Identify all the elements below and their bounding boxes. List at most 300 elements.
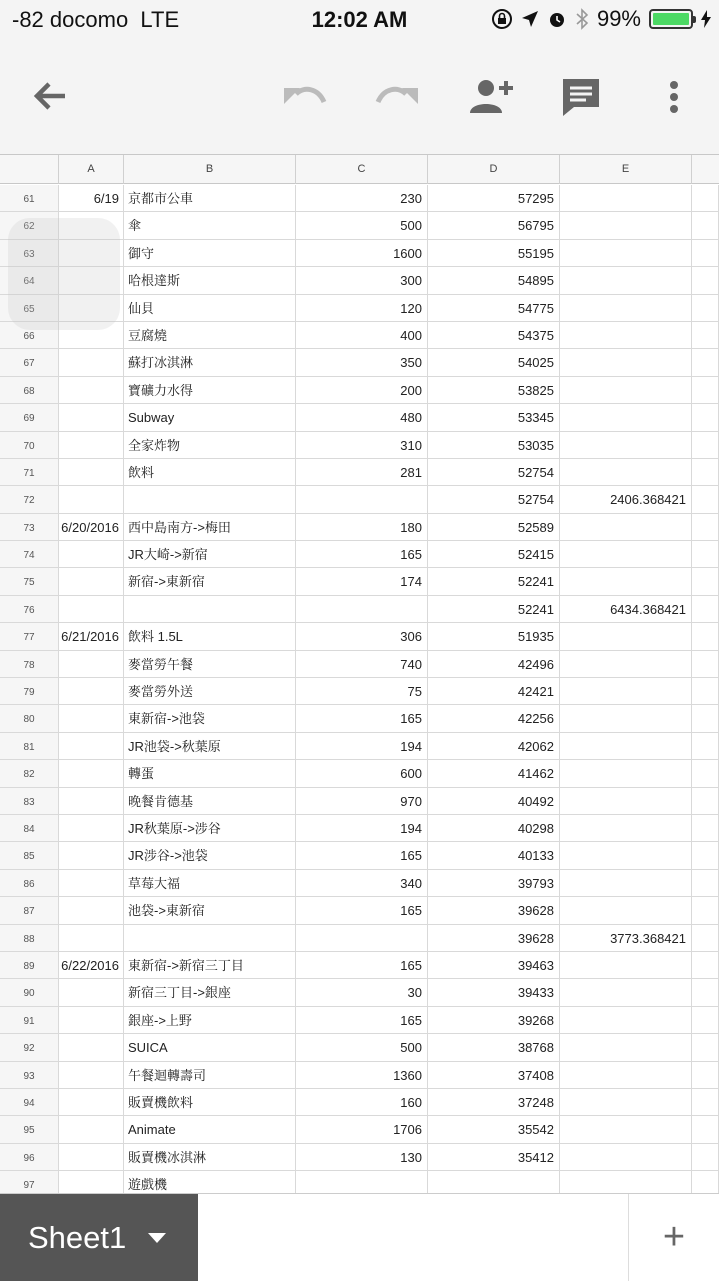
cell-a[interactable] — [59, 459, 124, 485]
cell-d[interactable]: 39628 — [428, 925, 560, 951]
cell-b[interactable]: 麥當勞外送 — [124, 678, 296, 704]
cell-d[interactable]: 52241 — [428, 596, 560, 622]
cell-e[interactable] — [560, 1116, 692, 1142]
cell-d[interactable]: 42421 — [428, 678, 560, 704]
cell-c[interactable]: 165 — [296, 705, 428, 731]
cell-d[interactable]: 53345 — [428, 404, 560, 430]
cell-f[interactable] — [692, 1062, 719, 1088]
cell-a[interactable] — [59, 1034, 124, 1060]
table-row — [0, 568, 719, 595]
cell-e[interactable] — [560, 705, 692, 731]
cell-b[interactable]: 蘇打冰淇淋 — [124, 349, 296, 375]
cell-b[interactable]: 東新宿->池袋 — [124, 705, 296, 731]
cell-a[interactable] — [59, 1171, 124, 1193]
cell-f[interactable] — [692, 815, 719, 841]
cell-c[interactable] — [296, 486, 428, 512]
cell-d[interactable]: 42062 — [428, 733, 560, 759]
row-number[interactable]: 87 — [0, 897, 59, 923]
cell-f[interactable] — [692, 1089, 719, 1115]
dropdown-caret-icon[interactable] — [148, 1233, 166, 1243]
more-button[interactable] — [660, 74, 688, 120]
redo-icon — [374, 84, 420, 112]
bluetooth-icon — [575, 8, 589, 30]
cell-c[interactable] — [296, 1171, 428, 1193]
redo-button[interactable] — [372, 78, 422, 118]
row-number[interactable]: 66 — [0, 322, 59, 348]
cell-f[interactable] — [692, 295, 719, 321]
cell-c[interactable]: 130 — [296, 1144, 428, 1170]
cell-f[interactable] — [692, 349, 719, 375]
cell-a[interactable] — [59, 596, 124, 622]
cell-c[interactable]: 281 — [296, 459, 428, 485]
cell-f[interactable] — [692, 541, 719, 567]
cell-a[interactable]: 6/22/2016 — [59, 952, 124, 978]
cell-a[interactable]: 6/19 — [59, 185, 124, 211]
row-number[interactable]: 69 — [0, 404, 59, 430]
cell-b[interactable]: 販賣機冰淇淋 — [124, 1144, 296, 1170]
cell-e[interactable] — [560, 979, 692, 1005]
cell-e[interactable] — [560, 240, 692, 266]
cell-d[interactable] — [428, 1171, 560, 1193]
cell-e[interactable] — [560, 349, 692, 375]
row-number[interactable]: 64 — [0, 267, 59, 293]
cell-e[interactable] — [560, 842, 692, 868]
row-number[interactable]: 82 — [0, 760, 59, 786]
cell-f[interactable] — [692, 185, 719, 211]
row-number[interactable]: 70 — [0, 432, 59, 458]
row-number[interactable]: 95 — [0, 1116, 59, 1142]
cell-b[interactable]: 仙貝 — [124, 295, 296, 321]
row-number[interactable]: 88 — [0, 925, 59, 951]
cell-f[interactable] — [692, 760, 719, 786]
cell-e[interactable] — [560, 377, 692, 403]
cell-a[interactable] — [59, 568, 124, 594]
cell-d[interactable]: 41462 — [428, 760, 560, 786]
cell-c[interactable]: 165 — [296, 541, 428, 567]
cell-e[interactable] — [560, 870, 692, 896]
table-row — [0, 377, 719, 404]
column-header-label: C — [357, 163, 366, 175]
cell-e[interactable] — [560, 541, 692, 567]
cell-b[interactable]: 轉蛋 — [124, 760, 296, 786]
row-number[interactable]: 80 — [0, 705, 59, 731]
cell-a[interactable] — [59, 733, 124, 759]
cell-c[interactable]: 194 — [296, 815, 428, 841]
cell-b[interactable]: JR大崎->新宿 — [124, 541, 296, 567]
comment-button[interactable] — [558, 74, 604, 120]
spreadsheet-grid[interactable] — [0, 185, 719, 1193]
row-number[interactable]: 77 — [0, 623, 59, 649]
cell-e[interactable] — [560, 1007, 692, 1033]
cell-a[interactable] — [59, 1144, 124, 1170]
cell-a[interactable] — [59, 842, 124, 868]
cell-f[interactable] — [692, 897, 719, 923]
column-header-d[interactable] — [428, 155, 560, 184]
cell-b[interactable]: SUICA — [124, 1034, 296, 1060]
cell-c[interactable] — [296, 596, 428, 622]
cell-d[interactable]: 39268 — [428, 1007, 560, 1033]
row-number[interactable]: 67 — [0, 349, 59, 375]
cell-f[interactable] — [692, 1116, 719, 1142]
cell-b[interactable]: Animate — [124, 1116, 296, 1142]
table-row — [0, 952, 719, 979]
back-button[interactable] — [28, 74, 72, 118]
cell-b[interactable]: JR池袋->秋葉原 — [124, 733, 296, 759]
cell-e[interactable] — [560, 267, 692, 293]
cell-b[interactable]: 全家炸物 — [124, 432, 296, 458]
cell-d[interactable]: 37408 — [428, 1062, 560, 1088]
row-number[interactable]: 71 — [0, 459, 59, 485]
row-number[interactable]: 89 — [0, 952, 59, 978]
cell-d[interactable]: 52754 — [428, 486, 560, 512]
cell-e[interactable] — [560, 322, 692, 348]
row-number[interactable]: 91 — [0, 1007, 59, 1033]
cell-a[interactable]: 6/21/2016 — [59, 623, 124, 649]
cell-f[interactable] — [692, 322, 719, 348]
assistive-touch-overlay[interactable] — [8, 218, 120, 330]
cell-e[interactable] — [560, 295, 692, 321]
cell-b[interactable]: 新宿->東新宿 — [124, 568, 296, 594]
cell-f[interactable] — [692, 267, 719, 293]
cell-d[interactable]: 52589 — [428, 514, 560, 540]
table-row — [0, 541, 719, 568]
cell-d[interactable]: 57295 — [428, 185, 560, 211]
cell-f[interactable] — [692, 568, 719, 594]
cell-b[interactable]: 御守 — [124, 240, 296, 266]
cell-d[interactable]: 35412 — [428, 1144, 560, 1170]
cell-b[interactable]: 飲料 — [124, 459, 296, 485]
cell-c[interactable]: 500 — [296, 212, 428, 238]
cell-e[interactable] — [560, 514, 692, 540]
cell-d[interactable]: 38768 — [428, 1034, 560, 1060]
cell-e[interactable] — [560, 1062, 692, 1088]
cell-a[interactable] — [59, 788, 124, 814]
cell-f[interactable] — [692, 733, 719, 759]
cell-a[interactable] — [59, 705, 124, 731]
row-number[interactable]: 62 — [0, 212, 59, 238]
cell-e[interactable]: 3773.368421 — [560, 925, 692, 951]
row-number[interactable]: 74 — [0, 541, 59, 567]
charging-icon — [701, 10, 711, 28]
cell-f[interactable] — [692, 596, 719, 622]
cell-e[interactable] — [560, 185, 692, 211]
cell-c[interactable]: 600 — [296, 760, 428, 786]
row-number[interactable]: 65 — [0, 295, 59, 321]
column-header-c[interactable] — [296, 155, 428, 184]
cell-a[interactable] — [59, 925, 124, 951]
cell-f[interactable] — [692, 514, 719, 540]
cell-d[interactable]: 53825 — [428, 377, 560, 403]
cell-d[interactable]: 51935 — [428, 623, 560, 649]
row-number[interactable]: 63 — [0, 240, 59, 266]
row-number[interactable]: 96 — [0, 1144, 59, 1170]
cell-b[interactable]: 東新宿->新宿三丁目 — [124, 952, 296, 978]
cell-d[interactable]: 53035 — [428, 432, 560, 458]
cell-a[interactable] — [59, 541, 124, 567]
cell-b[interactable]: 豆腐燒 — [124, 322, 296, 348]
plus-icon: + — [662, 1216, 686, 1258]
cell-c[interactable]: 310 — [296, 432, 428, 458]
cell-c[interactable]: 970 — [296, 788, 428, 814]
cell-c[interactable]: 230 — [296, 185, 428, 211]
table-row — [0, 815, 719, 842]
cell-b[interactable]: 飲料 1.5L — [124, 623, 296, 649]
share-button[interactable] — [464, 74, 516, 118]
cell-b[interactable]: 晚餐肯德基 — [124, 788, 296, 814]
table-row — [0, 678, 719, 705]
cell-a[interactable] — [59, 897, 124, 923]
cell-a[interactable] — [59, 1116, 124, 1142]
row-number[interactable]: 86 — [0, 870, 59, 896]
row-number[interactable]: 61 — [0, 185, 59, 211]
table-row — [0, 1171, 719, 1193]
row-number[interactable]: 75 — [0, 568, 59, 594]
column-header-label: D — [489, 163, 498, 175]
cell-f[interactable] — [692, 952, 719, 978]
cell-f[interactable] — [692, 1007, 719, 1033]
cell-f[interactable] — [692, 979, 719, 1005]
cell-c[interactable]: 350 — [296, 349, 428, 375]
cell-f[interactable] — [692, 705, 719, 731]
cell-e[interactable] — [560, 568, 692, 594]
cell-b[interactable]: 遊戲機 — [124, 1171, 296, 1193]
cell-d[interactable]: 42496 — [428, 651, 560, 677]
row-number[interactable]: 73 — [0, 514, 59, 540]
cell-c[interactable]: 480 — [296, 404, 428, 430]
cell-c[interactable]: 75 — [296, 678, 428, 704]
cell-d[interactable]: 52754 — [428, 459, 560, 485]
cell-f[interactable] — [692, 1034, 719, 1060]
cell-a[interactable] — [59, 870, 124, 896]
row-number[interactable]: 93 — [0, 1062, 59, 1088]
cell-a[interactable] — [59, 1089, 124, 1115]
cell-a[interactable]: 6/20/2016 — [59, 514, 124, 540]
cell-a[interactable] — [59, 760, 124, 786]
row-number[interactable]: 84 — [0, 815, 59, 841]
cell-b[interactable] — [124, 486, 296, 512]
column-header-e[interactable] — [560, 155, 692, 184]
cell-d[interactable]: 39628 — [428, 897, 560, 923]
row-number[interactable]: 83 — [0, 788, 59, 814]
cell-d[interactable]: 42256 — [428, 705, 560, 731]
cell-b[interactable]: 寶礦力水得 — [124, 377, 296, 403]
cell-d[interactable]: 39433 — [428, 979, 560, 1005]
cell-e[interactable] — [560, 788, 692, 814]
table-row — [0, 404, 719, 431]
column-header-row — [0, 154, 719, 184]
cell-f[interactable] — [692, 459, 719, 485]
cell-c[interactable]: 300 — [296, 267, 428, 293]
undo-icon — [282, 84, 328, 112]
cell-d[interactable]: 40492 — [428, 788, 560, 814]
cell-f[interactable] — [692, 623, 719, 649]
cell-e[interactable] — [560, 1171, 692, 1193]
cell-d[interactable]: 40133 — [428, 842, 560, 868]
cell-a[interactable] — [59, 1007, 124, 1033]
row-number[interactable]: 97 — [0, 1171, 59, 1193]
cell-e[interactable] — [560, 459, 692, 485]
cell-b[interactable]: JR涉谷->池袋 — [124, 842, 296, 868]
cell-b[interactable] — [124, 596, 296, 622]
status-bar — [0, 0, 719, 40]
cell-a[interactable] — [59, 1062, 124, 1088]
column-header-f[interactable] — [692, 155, 719, 184]
cell-b[interactable]: 販賣機飲料 — [124, 1089, 296, 1115]
cell-e[interactable] — [560, 1089, 692, 1115]
alarm-icon — [547, 9, 567, 29]
row-number[interactable]: 85 — [0, 842, 59, 868]
cell-c[interactable]: 306 — [296, 623, 428, 649]
cell-d[interactable]: 54025 — [428, 349, 560, 375]
add-sheet-button[interactable] — [628, 1194, 719, 1281]
row-number[interactable]: 78 — [0, 651, 59, 677]
cell-d[interactable]: 52241 — [428, 568, 560, 594]
cell-f[interactable] — [692, 377, 719, 403]
column-header-a[interactable] — [59, 155, 124, 184]
cell-b[interactable]: 午餐迴轉壽司 — [124, 1062, 296, 1088]
cell-c[interactable]: 165 — [296, 1007, 428, 1033]
table-row — [0, 1034, 719, 1061]
cell-c[interactable]: 194 — [296, 733, 428, 759]
network-type: LTE — [140, 7, 180, 32]
status-right — [491, 6, 711, 32]
cell-c[interactable]: 200 — [296, 377, 428, 403]
cell-c[interactable]: 340 — [296, 870, 428, 896]
row-number[interactable]: 79 — [0, 678, 59, 704]
cell-e[interactable] — [560, 678, 692, 704]
row-number[interactable]: 72 — [0, 486, 59, 512]
cell-c[interactable]: 174 — [296, 568, 428, 594]
cell-f[interactable] — [692, 432, 719, 458]
cell-c[interactable]: 165 — [296, 897, 428, 923]
cell-c[interactable]: 30 — [296, 979, 428, 1005]
cell-c[interactable]: 740 — [296, 651, 428, 677]
cell-e[interactable] — [560, 815, 692, 841]
cell-c[interactable]: 165 — [296, 952, 428, 978]
cell-d[interactable]: 54375 — [428, 322, 560, 348]
cell-d[interactable]: 39793 — [428, 870, 560, 896]
table-row — [0, 897, 719, 924]
cell-c[interactable]: 1706 — [296, 1116, 428, 1142]
cell-b[interactable]: 銀座->上野 — [124, 1007, 296, 1033]
cell-a[interactable] — [59, 432, 124, 458]
cell-c[interactable]: 160 — [296, 1089, 428, 1115]
cell-b[interactable]: 西中島南方->梅田 — [124, 514, 296, 540]
cell-a[interactable] — [59, 815, 124, 841]
cell-f[interactable] — [692, 870, 719, 896]
cell-a[interactable] — [59, 651, 124, 677]
row-number[interactable]: 68 — [0, 377, 59, 403]
cell-f[interactable] — [692, 212, 719, 238]
cell-a[interactable] — [59, 486, 124, 512]
cell-e[interactable] — [560, 760, 692, 786]
cell-d[interactable]: 39463 — [428, 952, 560, 978]
cell-c[interactable]: 400 — [296, 322, 428, 348]
cell-b[interactable]: 麥當勞午餐 — [124, 651, 296, 677]
cell-d[interactable]: 54775 — [428, 295, 560, 321]
cell-c[interactable]: 165 — [296, 842, 428, 868]
cell-e[interactable] — [560, 651, 692, 677]
row-number[interactable]: 76 — [0, 596, 59, 622]
cell-c[interactable]: 1360 — [296, 1062, 428, 1088]
cell-d[interactable]: 37248 — [428, 1089, 560, 1115]
cell-c[interactable]: 180 — [296, 514, 428, 540]
cell-b[interactable]: Subway — [124, 404, 296, 430]
cell-b[interactable]: 草莓大福 — [124, 870, 296, 896]
cell-e[interactable]: 2406.368421 — [560, 486, 692, 512]
cell-f[interactable] — [692, 678, 719, 704]
cell-f[interactable] — [692, 404, 719, 430]
cell-f[interactable] — [692, 1144, 719, 1170]
cell-e[interactable]: 6434.368421 — [560, 596, 692, 622]
cell-d[interactable]: 54895 — [428, 267, 560, 293]
cell-c[interactable]: 500 — [296, 1034, 428, 1060]
row-number[interactable]: 92 — [0, 1034, 59, 1060]
row-number[interactable]: 90 — [0, 979, 59, 1005]
cell-e[interactable] — [560, 1144, 692, 1170]
cell-f[interactable] — [692, 1171, 719, 1193]
cell-a[interactable] — [59, 979, 124, 1005]
cell-b[interactable] — [124, 925, 296, 951]
cell-a[interactable] — [59, 349, 124, 375]
cell-a[interactable] — [59, 678, 124, 704]
cell-f[interactable] — [692, 842, 719, 868]
table-row — [0, 1144, 719, 1171]
cell-f[interactable] — [692, 240, 719, 266]
cell-d[interactable]: 40298 — [428, 815, 560, 841]
cell-f[interactable] — [692, 651, 719, 677]
cell-f[interactable] — [692, 788, 719, 814]
cell-e[interactable] — [560, 404, 692, 430]
column-header-b[interactable] — [124, 155, 296, 184]
cell-b[interactable]: 京都市公車 — [124, 185, 296, 211]
cell-e[interactable] — [560, 952, 692, 978]
cell-b[interactable]: 哈根達斯 — [124, 267, 296, 293]
toolbar — [0, 40, 719, 154]
table-row — [0, 842, 719, 869]
table-row — [0, 349, 719, 376]
cell-b[interactable]: 傘 — [124, 212, 296, 238]
cell-e[interactable] — [560, 623, 692, 649]
cell-d[interactable]: 55195 — [428, 240, 560, 266]
row-number[interactable]: 94 — [0, 1089, 59, 1115]
cell-b[interactable]: JR秋葉原->涉谷 — [124, 815, 296, 841]
column-header-label: E — [621, 163, 630, 175]
cell-f[interactable] — [692, 486, 719, 512]
sheet-tab-sheet1[interactable] — [0, 1194, 198, 1281]
cell-d[interactable]: 35542 — [428, 1116, 560, 1142]
cell-c[interactable]: 1600 — [296, 240, 428, 266]
cell-e[interactable] — [560, 733, 692, 759]
cell-f[interactable] — [692, 925, 719, 951]
table-row — [0, 1116, 719, 1143]
select-all-corner[interactable] — [0, 155, 59, 184]
cell-c[interactable]: 120 — [296, 295, 428, 321]
cell-e[interactable] — [560, 1034, 692, 1060]
cell-e[interactable] — [560, 432, 692, 458]
cell-c[interactable] — [296, 925, 428, 951]
cell-a[interactable] — [59, 404, 124, 430]
undo-button[interactable] — [280, 78, 330, 118]
cell-e[interactable] — [560, 897, 692, 923]
cell-e[interactable] — [560, 212, 692, 238]
cell-a[interactable] — [59, 377, 124, 403]
cell-b[interactable]: 新宿三丁目->銀座 — [124, 979, 296, 1005]
cell-d[interactable]: 52415 — [428, 541, 560, 567]
cell-d[interactable]: 56795 — [428, 212, 560, 238]
row-number[interactable]: 81 — [0, 733, 59, 759]
cell-b[interactable]: 池袋->東新宿 — [124, 897, 296, 923]
